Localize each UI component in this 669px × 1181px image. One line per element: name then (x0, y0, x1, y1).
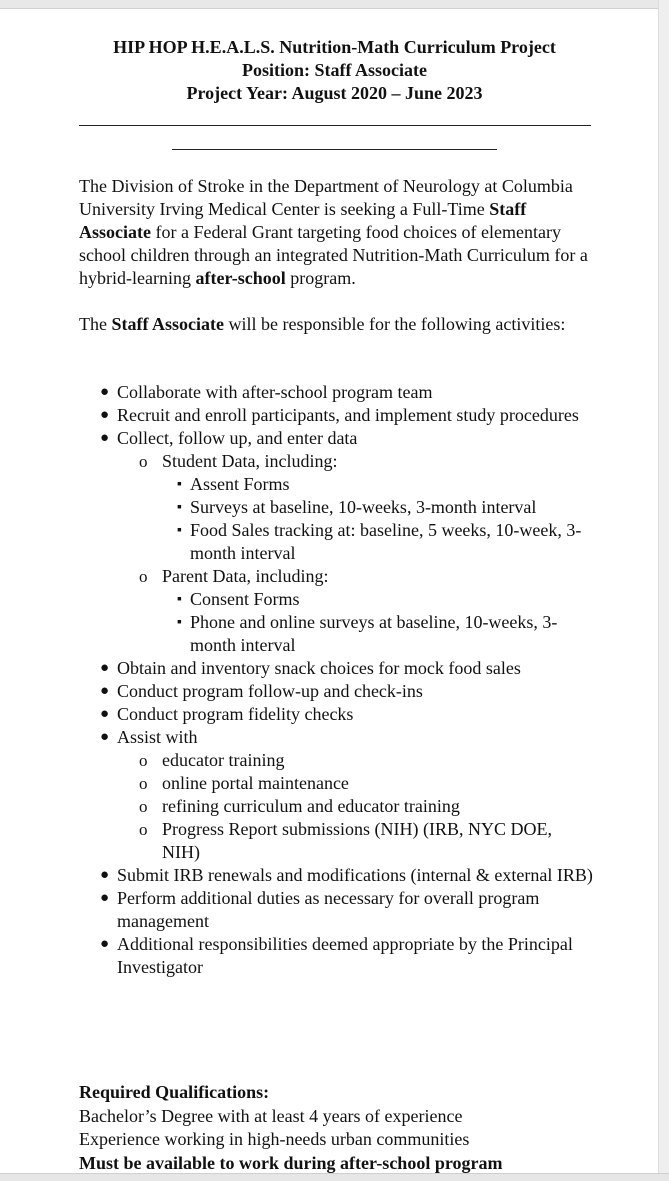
list-subsubitem: ▪ Consent Forms (177, 589, 300, 609)
qualification-line: Bachelor’s Degree with at least 4 years of experience (79, 1105, 463, 1126)
qualifications-heading: Required Qualifications: (79, 1082, 270, 1102)
viewer-top-edge (0, 0, 669, 9)
list-item: ● Collect, follow up, and enter data (100, 428, 358, 448)
list-subitem: o Parent Data, including: (139, 566, 329, 586)
list-subitem: o refining curriculum and educator training (139, 796, 460, 816)
circle-bullet-icon: o (139, 751, 148, 770)
list-item: ● Recruit and enroll participants, and implement study procedures (100, 405, 579, 425)
bullet-icon: ● (100, 407, 110, 423)
list-item: ● Assist with (100, 727, 198, 747)
document-header (0, 36, 669, 105)
circle-bullet-icon: o (139, 774, 148, 793)
list-subitem: o online portal maintenance (139, 773, 349, 793)
list-item: ● Obtain and inventory snack choices for mock food sales (100, 658, 521, 678)
list-item: ● Conduct program follow-up and check-ins (100, 681, 423, 701)
qualification-line: Experience working in high-needs urban communities (79, 1129, 470, 1149)
list-item: ● Additional responsibilities deemed appropriate by the Principal Investigator (100, 934, 573, 977)
bullet-icon: ● (100, 430, 110, 446)
list-subitem: o Student Data, including: (139, 451, 338, 471)
square-bullet-icon: ▪ (177, 592, 182, 607)
bullet-icon: ● (100, 936, 110, 952)
responsibilities-intro: The Staff Associate will be responsible for the following activities: (79, 314, 566, 334)
project-year: Project Year: August 2020 – June 2023 (186, 83, 483, 103)
list-item: ● Perform additional duties as necessary for overall program management (100, 888, 540, 931)
bullet-icon: ● (100, 683, 110, 699)
qualification-line: Must be available to work during after-school program (79, 1152, 503, 1173)
responsibilities-list (0, 381, 669, 979)
circle-bullet-icon: o (139, 567, 148, 586)
list-subitem: o Progress Report submissions (NIH) (IRB, NYC DOE, NIH) (139, 819, 552, 862)
circle-bullet-icon: o (139, 452, 148, 471)
list-subitem: o educator training (139, 750, 285, 770)
list-subsubitem: ▪ Assent Forms (177, 474, 290, 494)
list-subsubitem: ▪ Surveys at baseline, 10-weeks, 3-month interval (177, 497, 537, 517)
circle-bullet-icon: o (139, 797, 148, 816)
viewer-bottom-edge (0, 1173, 669, 1181)
list-item: ● Submit IRB renewals and modifications (internal & external IRB) (100, 865, 593, 885)
bullet-icon: ● (100, 706, 110, 722)
project-title: HIP HOP H.E.A.L.S. Nutrition-Math Curriculum Project (113, 37, 556, 57)
bullet-icon: ● (100, 729, 110, 745)
header-divider-long (79, 125, 591, 126)
intro-paragraph: The Division of Stroke in the Department of Neurology at Columbia University Irving Medical Center is seeking a Full-Time Staff Associate for a Federal Grant targeting food choices of elementary school children through an integrated Nutrition-Math Curriculum for a hybrid-learning after-school program. (79, 176, 588, 288)
bullet-icon: ● (100, 890, 110, 906)
list-subsubitem: ▪ Food Sales tracking at: baseline, 5 weeks, 10-week, 3-month interval (177, 520, 582, 563)
list-subsubitem: ▪ Phone and online surveys at baseline, 10-weeks, 3-month interval (177, 612, 558, 655)
square-bullet-icon: ▪ (177, 615, 182, 630)
qualifications-section (79, 1081, 619, 1175)
position-title: Position: Staff Associate (242, 60, 427, 80)
square-bullet-icon: ▪ (177, 500, 182, 515)
square-bullet-icon: ▪ (177, 523, 182, 538)
bullet-icon: ● (100, 660, 110, 676)
circle-bullet-icon: o (139, 820, 148, 839)
square-bullet-icon: ▪ (177, 477, 182, 492)
header-divider-short (172, 149, 497, 150)
bullet-icon: ● (100, 384, 110, 400)
bullet-icon: ● (100, 867, 110, 883)
list-item: ● Conduct program fidelity checks (100, 704, 354, 724)
list-item: ● Collaborate with after-school program team (100, 382, 433, 402)
